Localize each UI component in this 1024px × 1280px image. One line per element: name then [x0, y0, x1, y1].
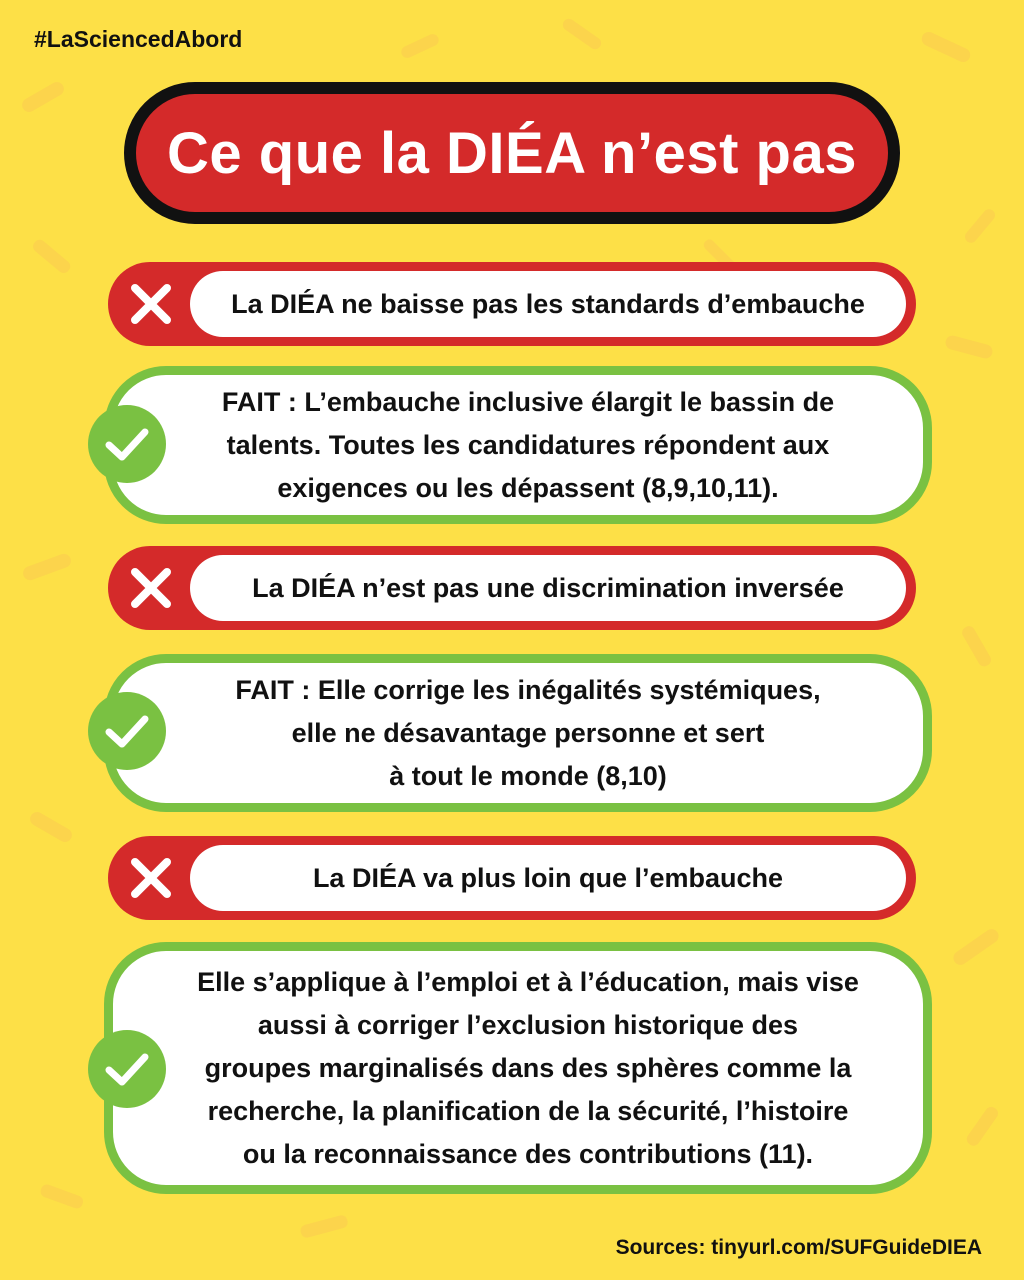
fact-3-line-4: recherche, la planification de la sécurité, l’histoire — [207, 1095, 849, 1126]
myth-text-2: La DIÉA n’est pas une discrimination inversée — [190, 555, 906, 621]
cross-icon — [128, 281, 174, 327]
myth-text-1: La DIÉA ne baisse pas les standards d’embauche — [190, 271, 906, 337]
myth-banner-1 — [108, 262, 916, 346]
title-banner — [124, 82, 900, 224]
fact-box-2 — [104, 654, 932, 812]
fact-box-1 — [104, 366, 932, 524]
fact-box-3 — [104, 942, 932, 1194]
hashtag: #LaSciencedAbord — [34, 26, 243, 52]
check-icon — [88, 1030, 166, 1108]
page-title: Ce que la DIÉA n’est pas — [167, 120, 857, 186]
check-icon — [88, 692, 166, 770]
check-icon — [88, 405, 166, 483]
myth-text-3: La DIÉA va plus loin que l’embauche — [190, 845, 906, 911]
fact-1-line-2: talents. Toutes les candidatures répondent aux — [226, 429, 830, 460]
fact-2-line-2: elle ne désavantage personne et sert — [291, 717, 765, 748]
fact-1-line-3: exigences ou les dépassent (8,9,10,11). — [277, 472, 779, 503]
cross-icon — [128, 565, 174, 611]
fact-3-line-2: aussi à corriger l’exclusion historique des — [257, 1009, 799, 1040]
myth-banner-3 — [108, 836, 916, 920]
fact-text-2 — [235, 669, 820, 798]
cross-icon — [128, 855, 174, 901]
myth-banner-2 — [108, 546, 916, 630]
fact-3-line-1: Elle s’applique à l’emploi et à l’éducation, mais vise — [197, 966, 859, 997]
fact-3-line-5: ou la reconnaissance des contributions (11). — [242, 1138, 814, 1169]
fact-text-3 — [197, 961, 859, 1176]
fact-text-1 — [222, 381, 834, 510]
fact-1-line-1: FAIT : L’embauche inclusive élargit le bassin de — [221, 386, 835, 417]
fact-2-line-1: FAIT : Elle corrige les inégalités systémiques, — [235, 674, 821, 705]
sources-link[interactable]: Sources: tinyurl.com/SUFGuideDIEA — [615, 1236, 982, 1259]
fact-3-line-3: groupes marginalisés dans des sphères comme la — [204, 1052, 852, 1083]
fact-2-line-3: à tout le monde (8,10) — [389, 760, 667, 791]
